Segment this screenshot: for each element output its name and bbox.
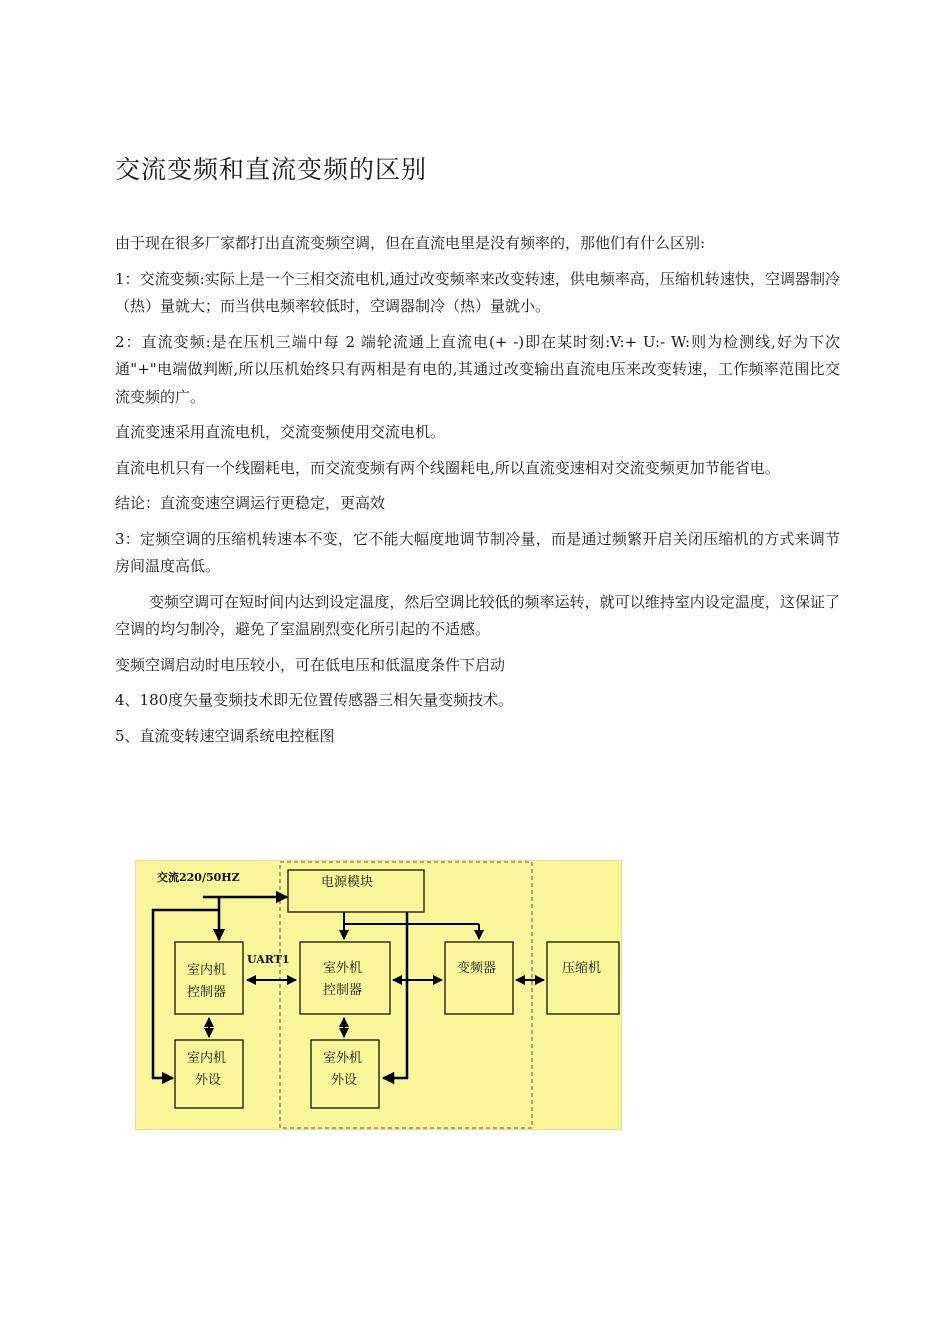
- paragraph-dc-inverter: 2：直流变频:是在压机三端中每 2 端轮流通上直流电(+ -)即在某时刻:V:+ U:- W:则为检测线,好为下次通"+"电端做判断,所以压机始终只有两相是有电的,其通过改变输出直流电压来改变转速，工作频率范围比交流变频的广。: [115, 332, 840, 406]
- compressor-box: [547, 942, 619, 1014]
- paragraph-inverter-benefit: 变频空调可在短时间内达到设定温度，然后空调比较低的频率运转，就可以维持室内设定温度，这保证了空调的均匀制冷，避免了室温剧烈变化所引起的不适感。: [115, 592, 840, 638]
- inverter-box: [445, 942, 513, 1014]
- paragraph-motor-types: 直流变速采用直流电机，交流变频使用交流电机。: [115, 423, 446, 441]
- power-module-label: 电源模块: [321, 875, 374, 890]
- ac-supply-label: 交流220/50HZ: [157, 871, 240, 884]
- paragraph-conclusion: 结论：直流变速空调运行更稳定，更高效: [115, 494, 386, 512]
- paragraph-ac-inverter: 1：交流变频:实际上是一个三相交流电机,通过改变频率来改变转速，供电频率高，压缩机转速快，空调器制冷（热）量就大；而当供电频率较低时，空调器制冷（热）量就小。: [115, 269, 840, 315]
- outdoor-peripheral-label-1: 室外机: [323, 1051, 363, 1066]
- document-body: [115, 230, 840, 758]
- outdoor-peripheral-label-2: 外设: [331, 1073, 358, 1088]
- indoor-controller-label-2: 控制器: [187, 985, 227, 1000]
- paragraph-fixed-frequency: 3：定频空调的压缩机转速本不变，它不能大幅度地调节制冷量，而是通过频繁开启关闭压缩机的方式来调节房间温度高低。: [115, 529, 840, 575]
- outdoor-controller-label-2: 控制器: [323, 983, 363, 998]
- outdoor-controller-label-1: 室外机: [323, 961, 363, 976]
- page-title: 交流变频和直流变频的区别: [115, 155, 428, 184]
- compressor-label: 压缩机: [562, 961, 602, 976]
- paragraph-coil: 直流电机只有一个线圈耗电，而交流变频有两个线圈耗电,所以直流变速相对交流变频更加节能省电。: [115, 458, 780, 477]
- indoor-controller-label-1: 室内机: [187, 963, 227, 978]
- paragraph-vector: 4、180度矢量变频技术即无位置传感器三相矢量变频技术。: [115, 691, 514, 709]
- inverter-label: 变频器: [457, 961, 497, 976]
- outdoor-controller-box: [300, 942, 390, 1014]
- indoor-peripheral-label-1: 室内机: [187, 1051, 227, 1066]
- paragraph-startup: 变频空调启动时电压较小，可在低电压和低温度条件下启动: [115, 655, 506, 674]
- uart-label: UART1: [247, 953, 290, 966]
- paragraph-intro: 由于现在很多厂家都打出直流变频空调，但在直流电里是没有频率的，那他们有什么区别:: [115, 234, 706, 252]
- indoor-controller-box: [175, 942, 243, 1014]
- indoor-peripheral-label-2: 外设: [195, 1073, 222, 1088]
- control-block-diagram: [135, 860, 622, 1130]
- paragraph-diagram-caption: 5、直流变转速空调系统电控框图: [115, 726, 335, 745]
